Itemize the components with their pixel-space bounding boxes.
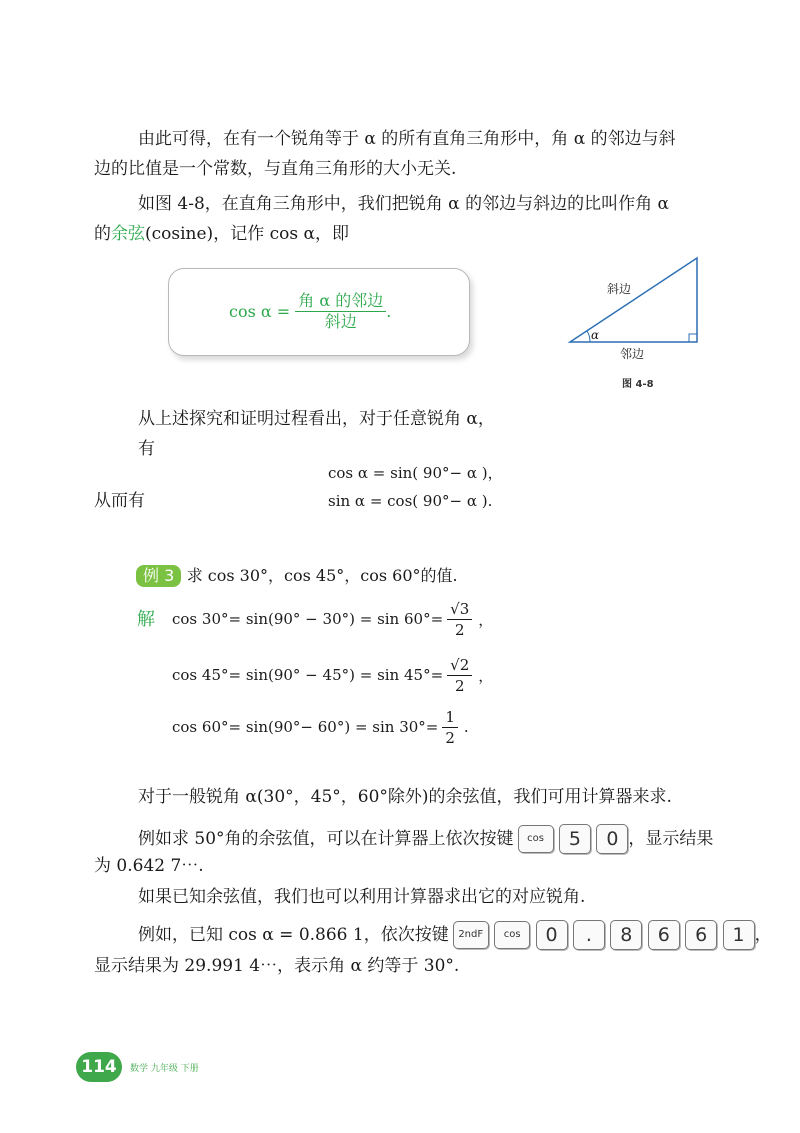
calc-paragraph-4-pre: 例如，已知 cos α = 0.866 1，依次按键 xyxy=(138,925,449,945)
figure-caption: 图 4-8 xyxy=(622,379,654,390)
calc-paragraph-4 xyxy=(138,918,772,952)
calc-paragraph-4-line-2: 显示结果为 29.991 4⋯，表示角 α 约等于 30°. xyxy=(94,956,460,976)
solution-line-3 xyxy=(172,704,469,750)
identity-eq-1: cos α = sin( 90°− α )， xyxy=(328,464,503,482)
definition-box xyxy=(168,268,470,356)
key-digit-6[interactable]: 6 xyxy=(648,920,680,950)
key-decimal-point[interactable]: . xyxy=(573,920,605,950)
calc-paragraph-4-post: ， xyxy=(754,925,772,945)
solution-line-1-text: cos 30°= sin(90° − 30°) = sin 60°= xyxy=(172,610,444,628)
solution-label: 解 xyxy=(137,609,155,630)
definition-lhs: cos α = xyxy=(229,302,291,321)
calc-paragraph-2-line-2: 为 0.642 7⋯. xyxy=(94,856,204,876)
definition-denominator: 斜边 xyxy=(324,312,357,331)
book-title: 数学 九年级 下册 xyxy=(130,1064,199,1074)
key-digit-5[interactable]: 5 xyxy=(559,824,591,854)
key-digit-0[interactable]: 0 xyxy=(596,824,628,854)
calc-paragraph-1: 对于一般锐角 α(30°，45°，60°除外)的余弦值，我们可用计算器来求. xyxy=(138,787,672,807)
solution-line-3-text: cos 60°= sin(90°− 60°) = sin 30°= xyxy=(172,718,439,736)
paragraph-2-suffix: (cosine)，记作 cos α，即 xyxy=(145,224,349,244)
solution-line-2-fraction xyxy=(447,655,472,696)
calc-paragraph-2-pre: 例如求 50°角的余弦值，可以在计算器上依次按键 xyxy=(138,829,514,849)
solution-line-3-end: . xyxy=(463,718,469,736)
key-cos[interactable]: cos xyxy=(494,921,530,949)
identity-thus: 从而有 xyxy=(94,491,145,511)
paragraph-2-prefix: 的 xyxy=(94,224,111,244)
page-number: 114 xyxy=(76,1052,122,1082)
right-angle-mark xyxy=(689,334,697,342)
identity-have: 有 xyxy=(138,439,155,459)
adjacent-label: 邻边 xyxy=(620,347,645,361)
solution-line-2 xyxy=(172,652,493,698)
solution-line-2-text: cos 45°= sin(90° − 45°) = sin 45°= xyxy=(172,666,444,684)
term-cosine: 余弦 xyxy=(111,224,145,244)
example-question-text: 求 cos 30°，cos 45°，cos 60°的值. xyxy=(186,566,458,585)
identity-eq-2: sin α = cos( 90°− α ). xyxy=(328,492,493,510)
solution-line-1-fraction xyxy=(447,599,472,640)
definition-fraction xyxy=(295,291,386,332)
calc-paragraph-3: 如果已知余弦值，我们也可以利用计算器求出它的对应锐角. xyxy=(138,887,586,907)
solution-line-3-denominator: 2 xyxy=(445,728,455,747)
triangle-shape xyxy=(570,258,697,342)
definition-numerator: 角 α 的邻边 xyxy=(295,291,386,312)
solution-line-1-numerator: √3 xyxy=(447,599,472,620)
solution-line-1-end: ， xyxy=(478,610,494,629)
identity-intro: 从上述探究和证明过程看出，对于任意锐角 α， xyxy=(138,409,495,429)
key-digit-1[interactable]: 1 xyxy=(723,920,755,950)
angle-arc xyxy=(587,331,590,342)
paragraph-1-line-1: 由此可得，在有一个锐角等于 α 的所有直角三角形中，角 α 的邻边与斜 xyxy=(138,129,676,149)
definition-end: . xyxy=(386,302,392,321)
example-3-question xyxy=(136,565,458,587)
definition-formula xyxy=(229,291,391,332)
solution-line-1 xyxy=(172,596,493,642)
hypotenuse-label: 斜边 xyxy=(607,282,632,296)
solution-line-2-end: ， xyxy=(478,666,494,685)
solution-line-3-numerator: 1 xyxy=(442,707,458,728)
paragraph-1-line-2: 边的比值是一个常数，与直角三角形的大小无关. xyxy=(94,159,457,179)
right-triangle-figure xyxy=(560,250,710,350)
paragraph-2-line-1: 如图 4-8，在直角三角形中，我们把锐角 α 的邻边与斜边的比叫作角 α xyxy=(138,194,669,214)
solution-line-1-denominator: 2 xyxy=(454,620,465,639)
paragraph-2-line-2 xyxy=(94,223,349,245)
key-digit-0[interactable]: 0 xyxy=(536,920,568,950)
key-cos[interactable]: cos xyxy=(518,825,554,853)
solution-line-2-numerator: √2 xyxy=(447,655,472,676)
key-digit-8[interactable]: 8 xyxy=(610,920,642,950)
calc-paragraph-2 xyxy=(138,822,713,856)
calc-paragraph-2-post: ，显示结果 xyxy=(628,829,714,849)
solution-line-3-fraction xyxy=(442,707,458,748)
key-sequence-2 xyxy=(453,920,755,950)
example-badge: 例 3 xyxy=(136,565,181,587)
key-sequence-1 xyxy=(518,824,629,854)
solution-line-2-denominator: 2 xyxy=(454,676,465,695)
angle-label: α xyxy=(591,328,600,342)
key-digit-6[interactable]: 6 xyxy=(685,920,717,950)
key-2ndf[interactable]: 2ndF xyxy=(453,921,489,949)
